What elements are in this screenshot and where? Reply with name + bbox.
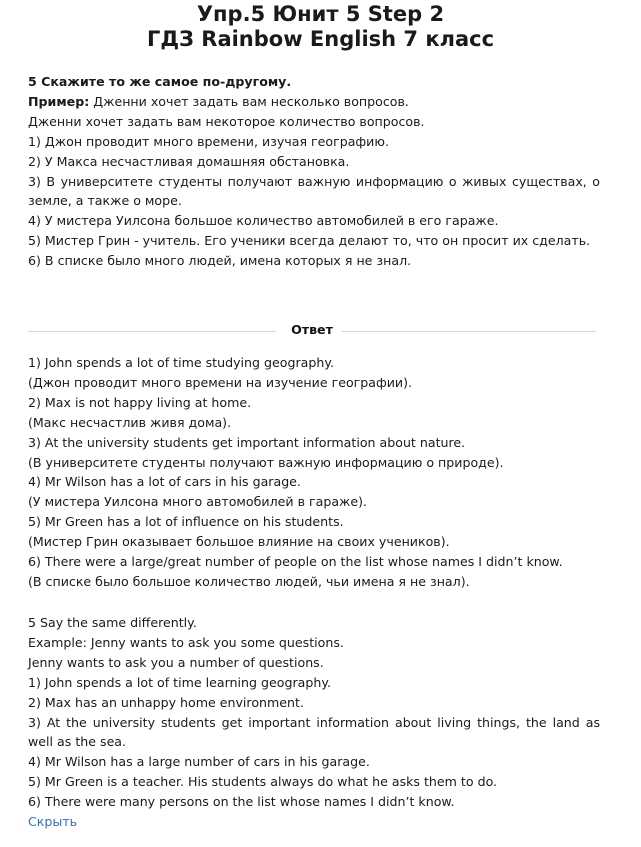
answer-line: (У мистера Уилсона много автомобилей в гараже). [28,494,368,510]
english-item: 5) Mr Green is a teacher. His students always do what he asks them to do. [28,774,498,790]
page-title-line1: Упр.5 Юнит 5 Step 2 [196,2,445,26]
task-item: 5) Мистер Грин - учитель. Его ученики всегда делают то, что он просит их сделать. [28,233,591,249]
english-item: 4) Mr Wilson has a large number of cars in his garage. [28,754,370,770]
answer-line: (В списке было большое количество людей, чьи имена я не знал). [28,573,470,589]
answer-line: (Мистер Грин оказывает большое влияние на своих учеников). [28,534,450,550]
task-item: 3) В университете студенты получают важную информацию о живых существах, о земле, а также о море. [28,173,600,209]
divider-rule-right [341,331,596,332]
answer-line: (Макс несчастлив живя дома). [28,414,232,430]
answer-line: (В университете студенты получают важную информацию о природе). [28,454,504,470]
task-item: 4) У мистера Уилсона большое количество автомобилей в его гараже. [28,213,499,229]
answers-section [28,353,600,592]
english-item: 6) There were many persons on the list whose names I didn’t know. [28,794,455,810]
task-item: 1) Джон проводит много времени, изучая географию. [28,133,389,149]
answer-divider [28,320,596,342]
english-item: 1) John spends a lot of time learning geography. [28,674,331,690]
example-text: Дженни хочет задать вам несколько вопросов. [89,93,409,109]
answer-line: 1) John spends a lot of time studying geography. [28,355,335,370]
english-example: Example: Jenny wants to ask you some questions. [28,634,344,650]
english-task-section [28,613,600,812]
task-example-answer: Дженни хочет задать вам некоторое количество вопросов. [28,113,425,129]
english-item: 2) Max has an unhappy home environment. [28,694,304,710]
answer-line: 6) There were a large/great number of people on the list whose names I didn’t know. [28,554,563,570]
english-item: 3) At the university students get important information about living things, the land as well as the sea. [28,714,600,750]
english-heading: 5 Say the same differently. [28,615,197,630]
page-title-line2: ГДЗ Rainbow English 7 класс [146,27,495,51]
answer-line: 5) Mr Green has a lot of influence on his students. [28,514,344,530]
english-example-answer: Jenny wants to ask you a number of questions. [28,654,324,670]
answer-label: Ответ [291,322,333,337]
hide-link[interactable]: Скрыть [28,814,78,829]
task-section [28,72,600,271]
task-example [28,92,600,112]
answer-line: 3) At the university students get important information about nature. [28,434,466,450]
answer-line: (Джон проводит много времени на изучение географии). [28,374,413,390]
task-item: 6) В списке было много людей, имена которых я не знал. [28,253,412,269]
answer-line: 2) Max is not happy living at home. [28,394,252,410]
task-item: 2) У Макса несчастливая домашняя обстановка. [28,153,350,169]
task-heading: 5 Скажите то же самое по-другому. [28,74,292,89]
example-label: Пример: [28,93,90,109]
answer-line: 4) Mr Wilson has a lot of cars in his garage. [28,474,301,490]
